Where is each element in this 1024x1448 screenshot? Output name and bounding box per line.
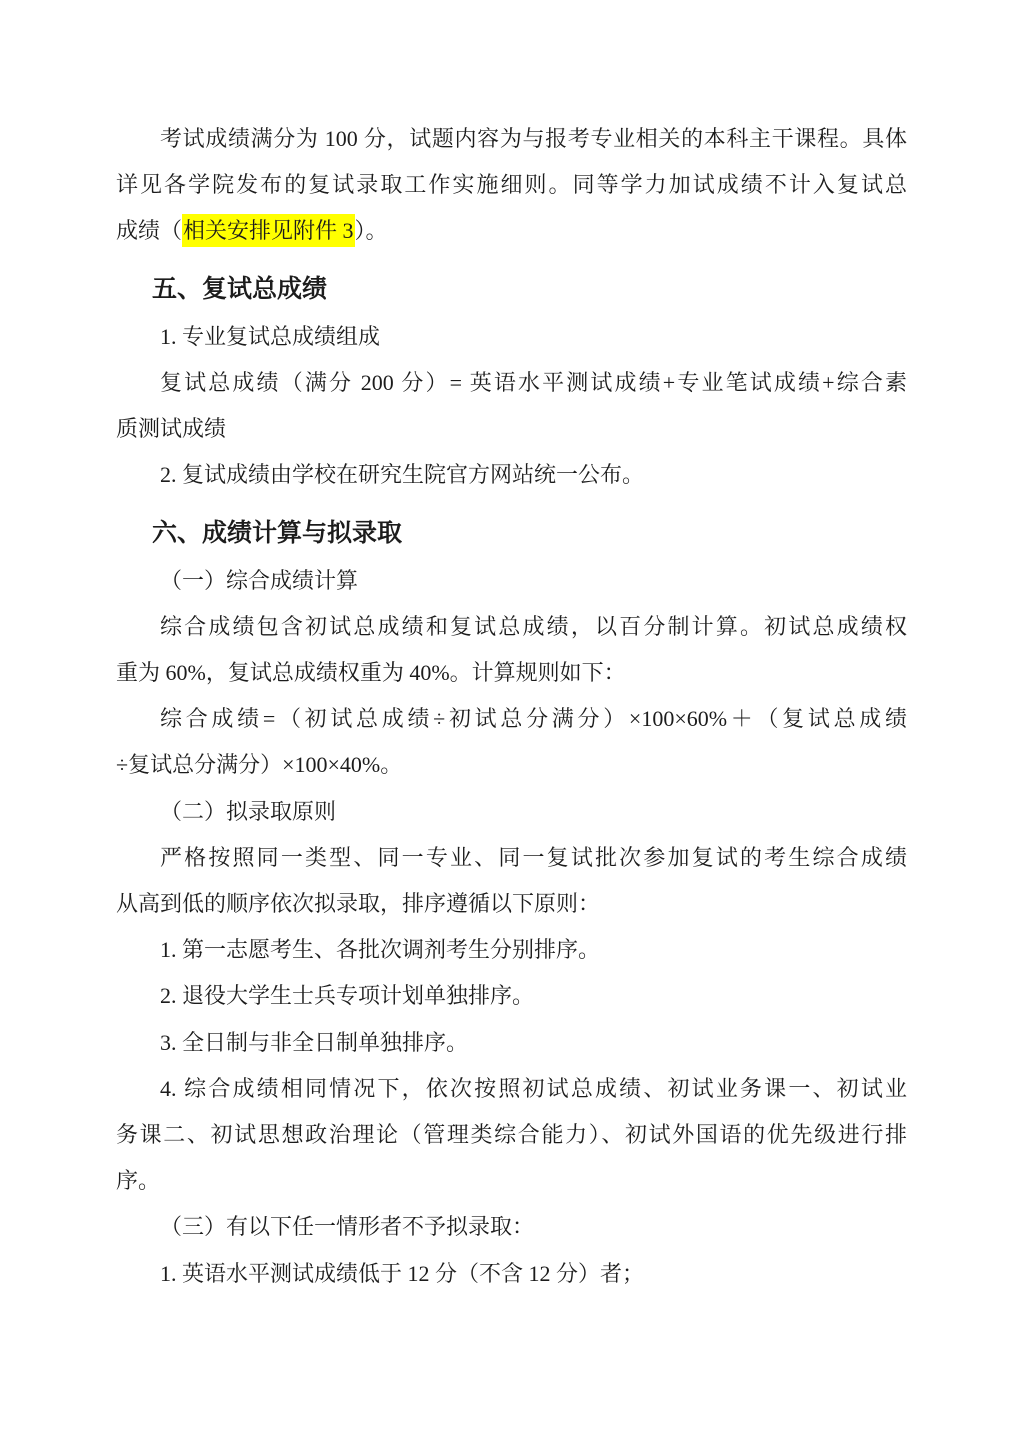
sorting-rule-3: 3. 全日制与非全日制单独排序。 xyxy=(160,1029,469,1055)
section-6-formula-line-1: 综合成绩=（初试总成绩÷初试总分满分）×100×60%＋（复试总成绩 xyxy=(160,706,907,732)
highlighted-attachment-note: 相关安排见附件 3 xyxy=(182,214,355,247)
document-body xyxy=(116,116,907,1297)
sorting-rule-4-line-2: 务课二、初试思想政治理论（管理类综合能力）、初试外国语的优先级进行排 xyxy=(116,1121,907,1147)
text-segment: 成绩（ xyxy=(116,218,183,244)
reject-condition-1: 1. 英语水平测试成绩低于 12 分（不含 12 分）者； xyxy=(160,1260,645,1286)
section-6-formula-line-2: ÷复试总分满分）×100×40%。 xyxy=(116,752,403,778)
section-6-calc-line-2: 重为 60%，复试总成绩权重为 40%。计算规则如下： xyxy=(116,660,626,686)
exam-paragraph-line-1: 考试成绩满分为 100 分，试题内容为与报考专业相关的本科主干课程。具体 xyxy=(160,126,907,151)
sorting-rule-1: 1. 第一志愿考生、各批次调剂考生分别排序。 xyxy=(160,937,601,963)
section-6-heading: 六、成绩计算与拟录取 xyxy=(152,518,403,547)
section-5-heading: 五、复试总成绩 xyxy=(152,274,328,303)
section-5-formula-line-2: 质测试成绩 xyxy=(116,416,227,442)
section-5-item-1: 1. 专业复试总成绩组成 xyxy=(160,323,381,349)
section-6-calc-line-1: 综合成绩包含初试总成绩和复试总成绩，以百分制计算。初试总成绩权 xyxy=(160,613,907,639)
exam-paragraph-line-2: 详见各学院发布的复试录取工作实施细则。同等学力加试成绩不计入复试总 xyxy=(116,172,907,198)
sorting-rule-4-line-3: 序。 xyxy=(116,1168,161,1194)
text-segment: ）。 xyxy=(354,218,388,244)
section-6-subheading-1: （一）综合成绩计算 xyxy=(160,567,359,593)
section-6-subheading-2: （二）拟录取原则 xyxy=(160,798,337,824)
sorting-rule-4-line-1: 4. 综合成绩相同情况下，依次按照初试总成绩、初试业务课一、初试业 xyxy=(160,1075,907,1101)
section-5-formula-line-1: 复试总成绩（满分 200 分）= 英语水平测试成绩+专业笔试成绩+综合素 xyxy=(160,369,907,395)
section-6-principle-line-2: 从高到低的顺序依次拟录取，排序遵循以下原则： xyxy=(116,891,601,916)
section-6-subheading-3: （三）有以下任一情形者不予拟录取： xyxy=(160,1214,535,1240)
sorting-rule-2: 2. 退役大学生士兵专项计划单独排序。 xyxy=(160,983,535,1009)
section-5-item-2: 2. 复试成绩由学校在研究生院官方网站统一公布。 xyxy=(160,462,645,488)
exam-paragraph-line-3 xyxy=(116,208,907,254)
section-6-principle-line-1: 严格按照同一类型、同一专业、同一复试批次参加复试的考生综合成绩 xyxy=(160,844,907,870)
